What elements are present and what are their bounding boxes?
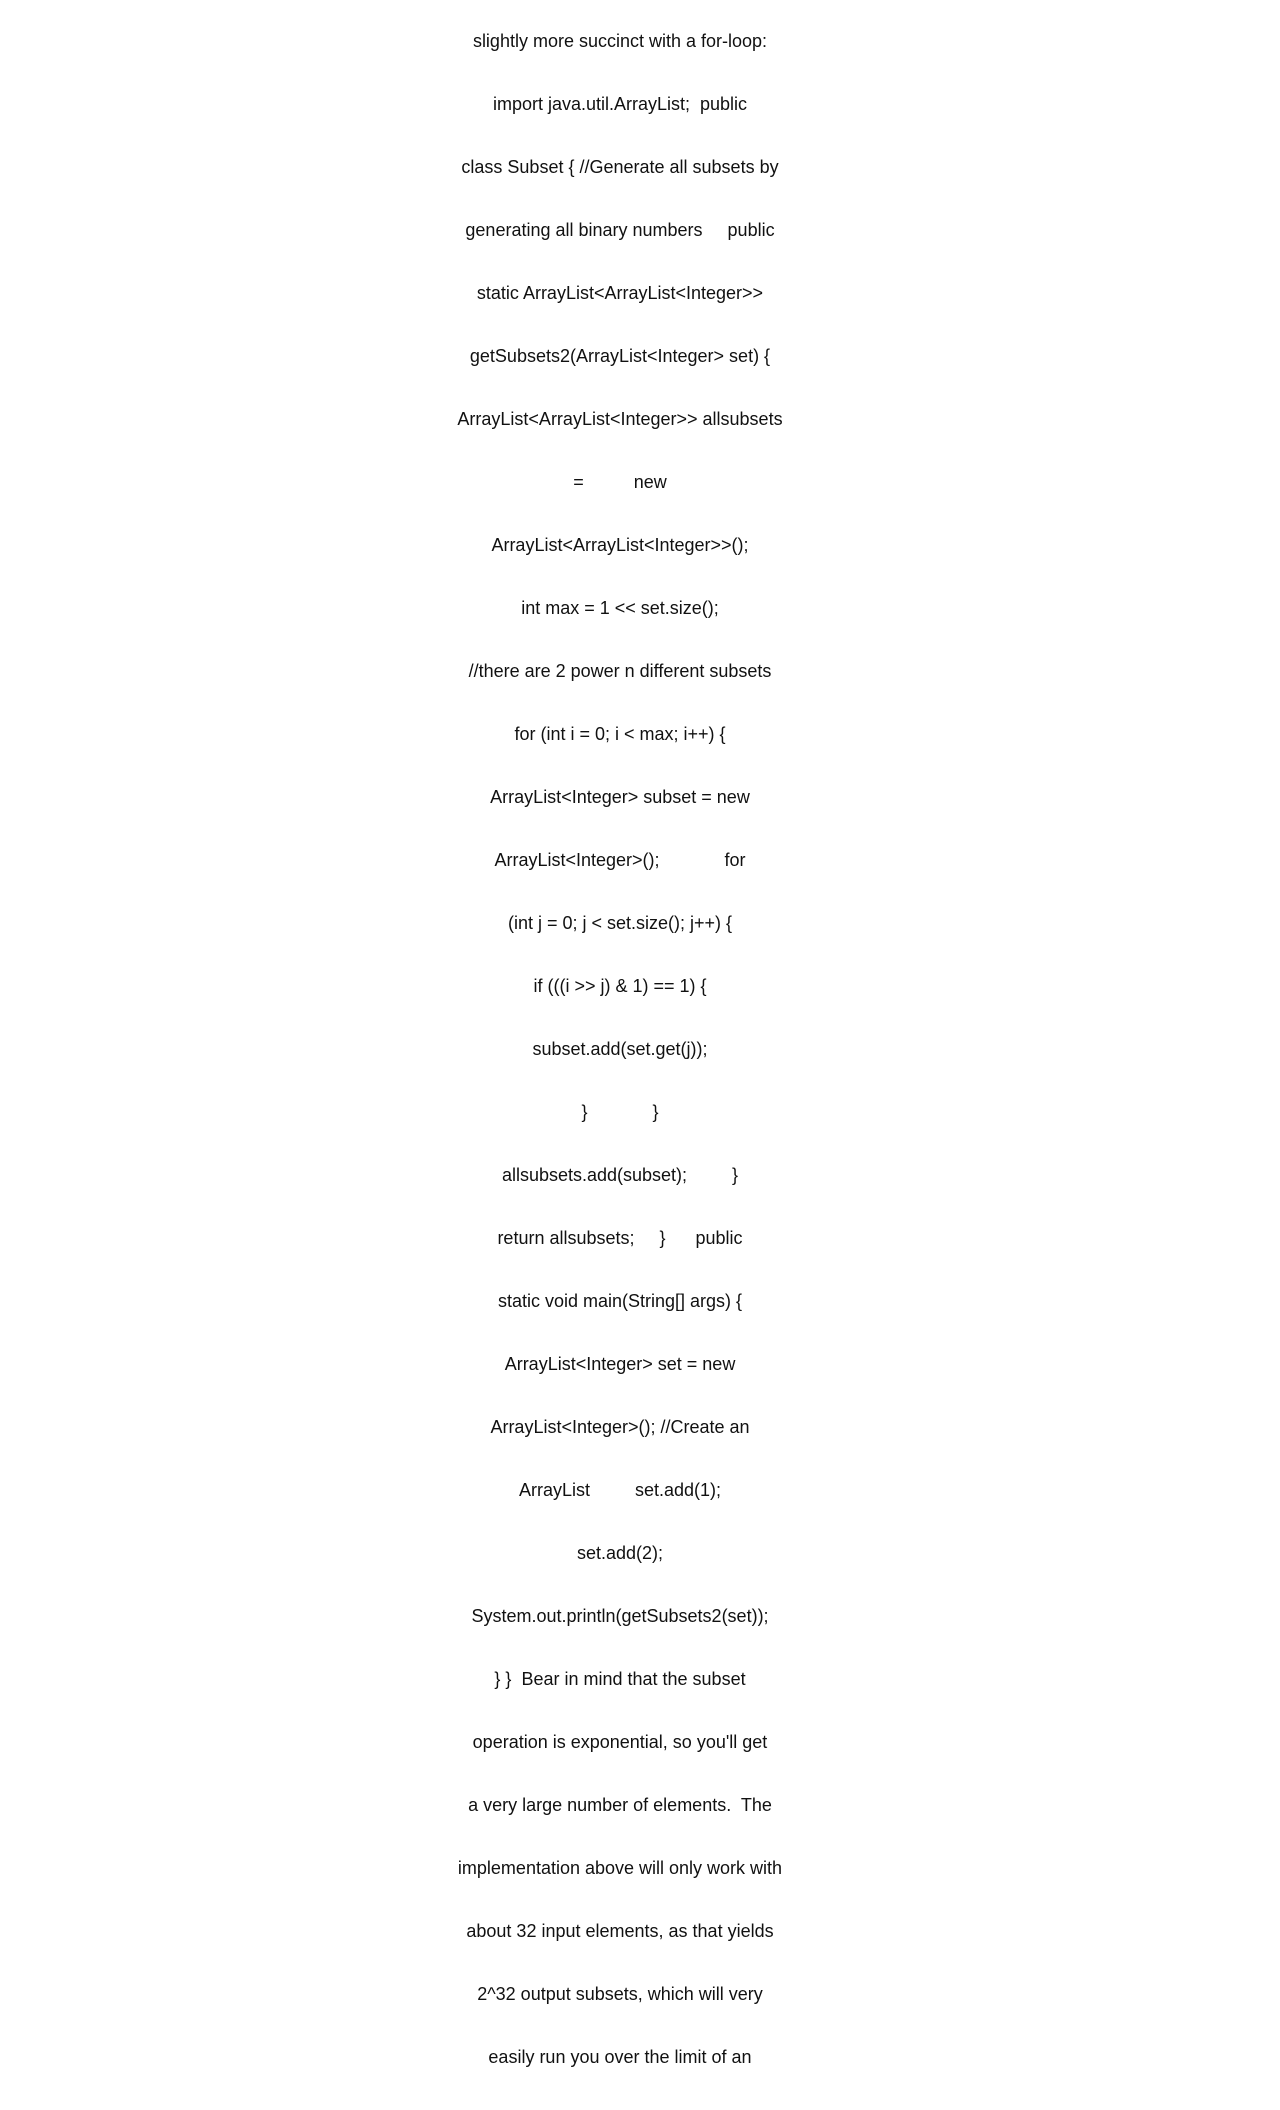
code-line-power-comment: //there are 2 power n different subsets — [468, 661, 772, 681]
text-line-1: slightly more succinct with a for-loop: — [472, 31, 768, 51]
code-line-print: System.out.println(getSubsets2(set)); — [471, 1606, 769, 1626]
bottom-blank-area — [0, 682, 1280, 720]
code-line-inner-loop: (int j = 0; j < set.size(); j++) { — [507, 913, 733, 933]
code-line-import: import java.util.ArrayList; public — [492, 94, 748, 114]
code-line-class: class Subset { //Generate all subsets by — [461, 157, 779, 177]
code-line-allsubsets-add: allsubsets.add(subset); } — [501, 1165, 739, 1185]
text-line-implementation: implementation above will only work with — [457, 1858, 783, 1878]
code-line-outer-loop: for (int i = 0; i < max; i++) { — [514, 724, 726, 744]
code-line-allsubsets: ArrayList<ArrayList<Integer>> allsubsets — [457, 409, 783, 429]
code-line-bit-check: if (((i >> j) & 1) == 1) { — [533, 976, 707, 996]
text-line-input-elements: about 32 input elements, as that yields — [466, 1921, 774, 1941]
code-line-subset-new: ArrayList<Integer> subset = new — [490, 787, 750, 807]
code-line-set-add-2: set.add(2); — [576, 1543, 664, 1563]
code-line-max: int max = 1 << set.size(); — [521, 598, 719, 618]
code-line-signature-1: static ArrayList<ArrayList<Integer>> — [476, 283, 764, 303]
text-line-large-number: a very large number of elements. The — [468, 1795, 772, 1815]
code-line-braces: } } — [581, 1102, 659, 1122]
code-line-subset-add: subset.add(set.get(j)); — [532, 1039, 708, 1059]
code-line-main: static void main(String[] args) { — [497, 1291, 743, 1311]
code-line-comment: generating all binary numbers public — [465, 220, 775, 240]
code-line-constructor: ArrayList<ArrayList<Integer>>(); — [491, 535, 749, 555]
text-line-output-subsets: 2^32 output subsets, which will very — [477, 1984, 763, 2004]
code-line-subset-constructor: ArrayList<Integer>(); for — [494, 850, 746, 870]
text-line-limit: easily run you over the limit of an — [488, 2047, 752, 2067]
code-line-set-add-1: ArrayList set.add(1); — [518, 1480, 722, 1500]
code-line-signature-2: getSubsets2(ArrayList<Integer> set) { — [469, 346, 771, 366]
code-line-set-constructor: ArrayList<Integer>(); //Create an — [490, 1417, 750, 1437]
text-line-subset-note: } } Bear in mind that the subset — [494, 1669, 746, 1689]
code-line-return: return allsubsets; } public — [497, 1228, 743, 1248]
code-line-set-new: ArrayList<Integer> set = new — [504, 1354, 736, 1374]
document-text-column — [440, 0, 800, 2110]
code-line-new: = new — [573, 472, 667, 492]
text-line-exponential: operation is exponential, so you'll get — [472, 1732, 768, 1752]
